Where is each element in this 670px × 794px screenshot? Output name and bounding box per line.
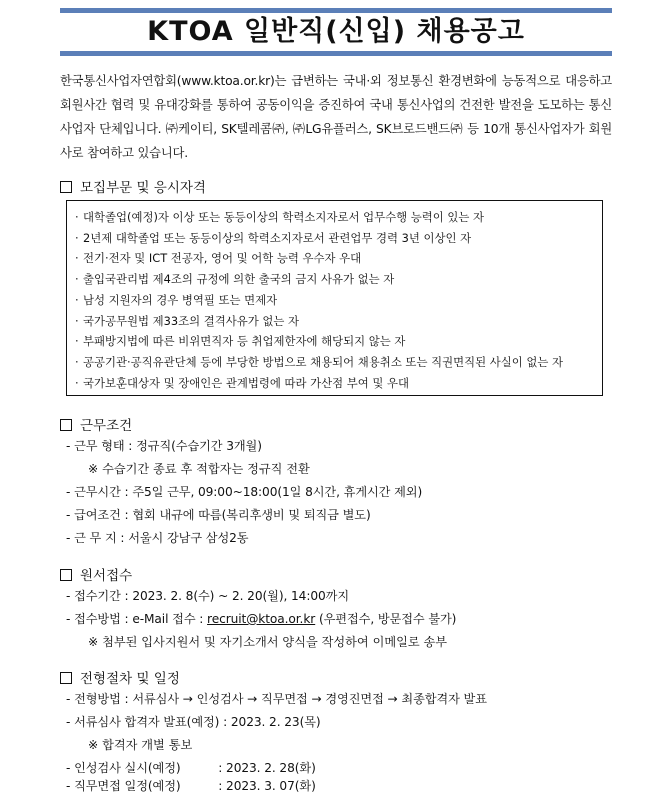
apply-note: ※ 첨부된 입사지원서 및 자기소개서 양식을 작성하여 이메일로 송부: [88, 635, 448, 649]
requirement-item: · 출입국관리법 제4조의 규정에 의한 출국의 금지 사유가 없는 자: [75, 269, 596, 290]
process-line: - 전형방법 : 서류심사 → 인성검사 → 직무면접 → 경영진면접 → 최종합격자 발표: [66, 692, 487, 706]
process-line: - 인성검사 실시(예정) : 2023. 2. 28(화): [66, 761, 316, 775]
email-link[interactable]: recruit@ktoa.or.kr: [207, 612, 316, 626]
section-conditions-heading: [60, 414, 132, 434]
section-process-heading: [60, 667, 180, 687]
section-heading-text: 전형절차 및 일정: [80, 671, 180, 687]
condition-line: - 근 무 지 : 서울시 강남구 삼성2동: [66, 531, 249, 545]
section-apply-heading: [60, 564, 132, 584]
checkbox-square-icon: [60, 181, 72, 193]
apply-period: - 접수기간 : 2023. 2. 8(수) ~ 2. 20(월), 14:00까지: [66, 589, 349, 603]
page-title: KTOA 일반직(신입) 채용공고: [147, 16, 525, 47]
requirement-item: · 전기·전자 및 ICT 전공자, 영어 및 어학 능력 우수자 우대: [75, 248, 596, 269]
requirement-item: · 2년제 대학졸업 또는 동등이상의 학력소지자로서 관련업무 경력 3년 이상인 자: [75, 228, 596, 249]
condition-line: - 근무시간 : 주5일 근무, 09:00~18:00(1일 8시간, 휴게시간 제외): [66, 485, 423, 499]
condition-line: - 급여조건 : 협회 내규에 따름(복리후생비 및 퇴직금 별도): [66, 508, 371, 522]
condition-line: - 근무 형태 : 정규직(수습기간 3개월): [66, 439, 262, 453]
section-heading-text: 근무조건: [80, 418, 133, 434]
requirement-item: · 대학졸업(예정)자 이상 또는 동등이상의 학력소지자로서 업무수행 능력이 있는 자: [75, 207, 596, 228]
title-bottom-rule: [60, 51, 612, 56]
process-note: ※ 합격자 개별 통보: [88, 738, 193, 752]
checkbox-square-icon: [60, 672, 72, 684]
process-line: - 서류심사 합격자 발표(예정) : 2023. 2. 23(목): [66, 715, 321, 729]
apply-method-suffix: (우편접수, 방문접수 불가): [315, 612, 457, 626]
requirement-item: · 국가보훈대상자 및 장애인은 관계법령에 따라 가산점 부여 및 우대: [75, 373, 596, 394]
section-heading-text: 원서접수: [80, 568, 133, 584]
requirement-item: · 공공기관·공직유관단체 등에 부당한 방법으로 채용되어 채용취소 또는 직권면직된 사실이 없는 자: [75, 352, 596, 373]
intro-paragraph: 한국통신사업자연합회(www.ktoa.or.kr)는 급변하는 국내·외 정보통신 환경변화에 능동적으로 대응하고 회원사간 협력 및 유대강화를 통하여 공동이익을 증진하여 국내 통신사업의 건전한 발전을 도모하는 통신사업자 단체입니다. ㈜케이티, SK텔레콤㈜, ㈜LG유플러스, SK브로드밴드㈜ 등 10개 통신사업자가 회원사로 참여하고 있습니다.: [60, 74, 612, 160]
requirement-item: · 남성 지원자의 경우 병역필 또는 면제자: [75, 290, 596, 311]
section-heading-text: 모집부문 및 응시자격: [80, 180, 206, 196]
requirements-box: [66, 200, 603, 396]
requirement-item: · 국가공무원법 제33조의 결격사유가 없는 자: [75, 311, 596, 332]
checkbox-square-icon: [60, 569, 72, 581]
checkbox-square-icon: [60, 419, 72, 431]
process-line: - 직무면접 일정(예정) : 2023. 3. 07(화): [66, 779, 316, 793]
apply-method-prefix: - 접수방법 : e-Mail 접수 :: [66, 612, 208, 626]
requirement-item: · 부패방지법에 따른 비위면직자 등 취업제한자에 해당되지 않는 자: [75, 331, 596, 352]
apply-method: [66, 610, 456, 627]
condition-note: ※ 수습기간 종료 후 적합자는 정규직 전환: [88, 462, 310, 476]
section-recruit-heading: [60, 176, 206, 196]
